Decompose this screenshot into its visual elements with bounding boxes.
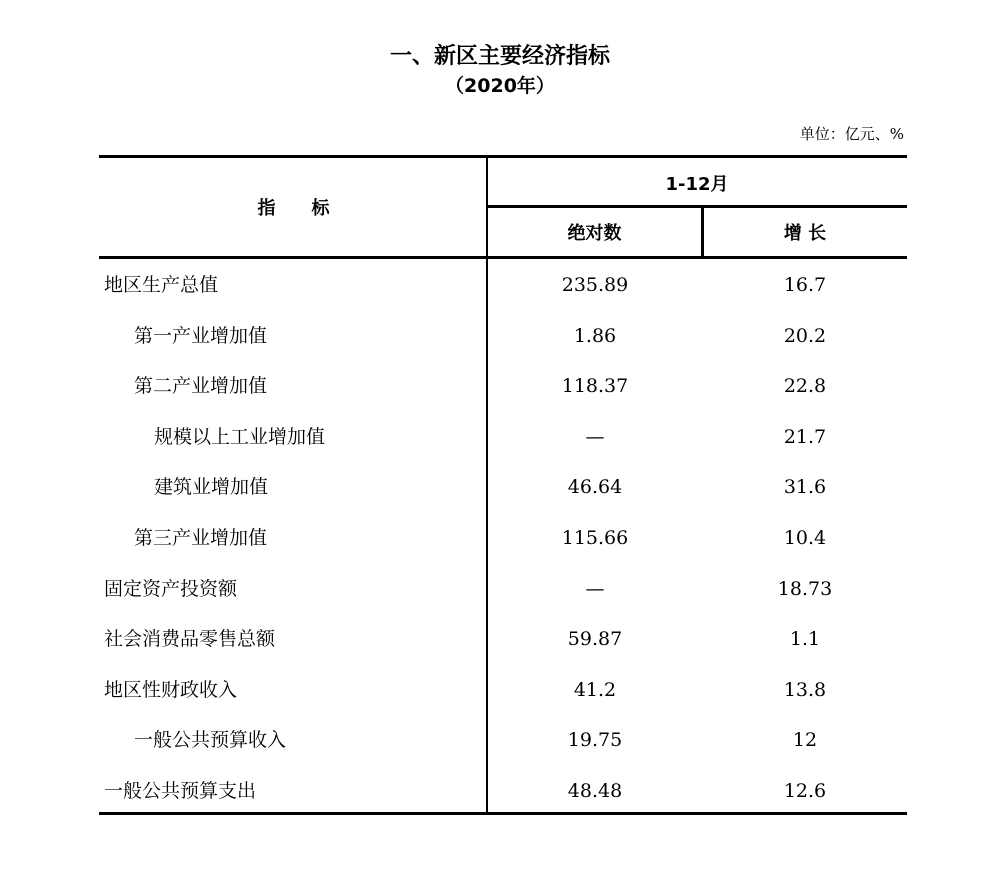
row-absolute-value: 235.89: [561, 274, 629, 296]
row-label: 一般公共预算收入: [134, 729, 287, 752]
header-absolute: 绝对数: [567, 223, 622, 244]
row-absolute-value: 19.75: [567, 729, 623, 752]
table-row: [100, 564, 907, 615]
header-bottom-rule: [99, 256, 907, 259]
row-absolute-value: —: [585, 577, 605, 600]
table-row: [100, 462, 907, 513]
row-absolute-value: 41.2: [573, 678, 617, 701]
row-growth-value: 20.2: [783, 324, 827, 347]
row-growth-value: 21.7: [783, 425, 827, 448]
table-row: [100, 766, 907, 817]
table-top-rule: [99, 155, 907, 158]
row-absolute-value: 1.86: [573, 324, 617, 347]
row-label: 规模以上工业增加值: [154, 425, 326, 448]
row-label: 一般公共预算支出: [104, 779, 257, 802]
row-absolute-value: —: [585, 425, 605, 448]
row-label: 第二产业增加值: [134, 375, 268, 398]
header-growth: 增 长: [783, 223, 827, 244]
row-growth-value: 16.7: [783, 274, 827, 296]
row-label: 建筑业增加值: [154, 476, 269, 499]
table-row: [100, 361, 907, 412]
table-row: [100, 715, 907, 766]
row-absolute-value: 59.87: [567, 628, 623, 651]
period-header-rule: [487, 205, 907, 208]
row-absolute-value: 115.66: [561, 526, 629, 549]
page-subtitle: （2020年）: [445, 75, 555, 97]
page-title: 一、新区主要经济指标: [389, 44, 610, 69]
table-row: [100, 513, 907, 564]
table-row: [100, 665, 907, 716]
table-row: [100, 614, 907, 665]
row-growth-value: 1.1: [789, 628, 821, 651]
row-absolute-value: 46.64: [567, 476, 623, 499]
header-indicator: 指 标: [257, 198, 330, 219]
row-growth-value: 13.8: [783, 678, 827, 701]
row-label: 地区生产总值: [104, 274, 219, 296]
row-label: 社会消费品零售总额: [104, 628, 276, 651]
table-row: [100, 412, 907, 463]
row-absolute-value: 48.48: [567, 779, 623, 802]
row-growth-value: 12: [792, 729, 818, 752]
row-growth-value: 22.8: [783, 375, 827, 398]
unit-note: 单位：亿元、%: [799, 125, 904, 143]
table-row: [100, 260, 907, 311]
header-period: 1-12月: [665, 174, 729, 195]
row-label: 第三产业增加值: [134, 526, 268, 549]
row-label: 第一产业增加值: [134, 324, 268, 347]
row-growth-value: 18.73: [777, 577, 833, 600]
row-growth-value: 31.6: [783, 476, 827, 499]
table-body: [100, 260, 907, 817]
table-row: [100, 311, 907, 362]
row-label: 地区性财政收入: [104, 678, 238, 701]
row-absolute-value: 118.37: [561, 375, 629, 398]
row-growth-value: 10.4: [783, 526, 827, 549]
row-label: 固定资产投资额: [104, 577, 238, 600]
row-growth-value: 12.6: [783, 779, 827, 802]
